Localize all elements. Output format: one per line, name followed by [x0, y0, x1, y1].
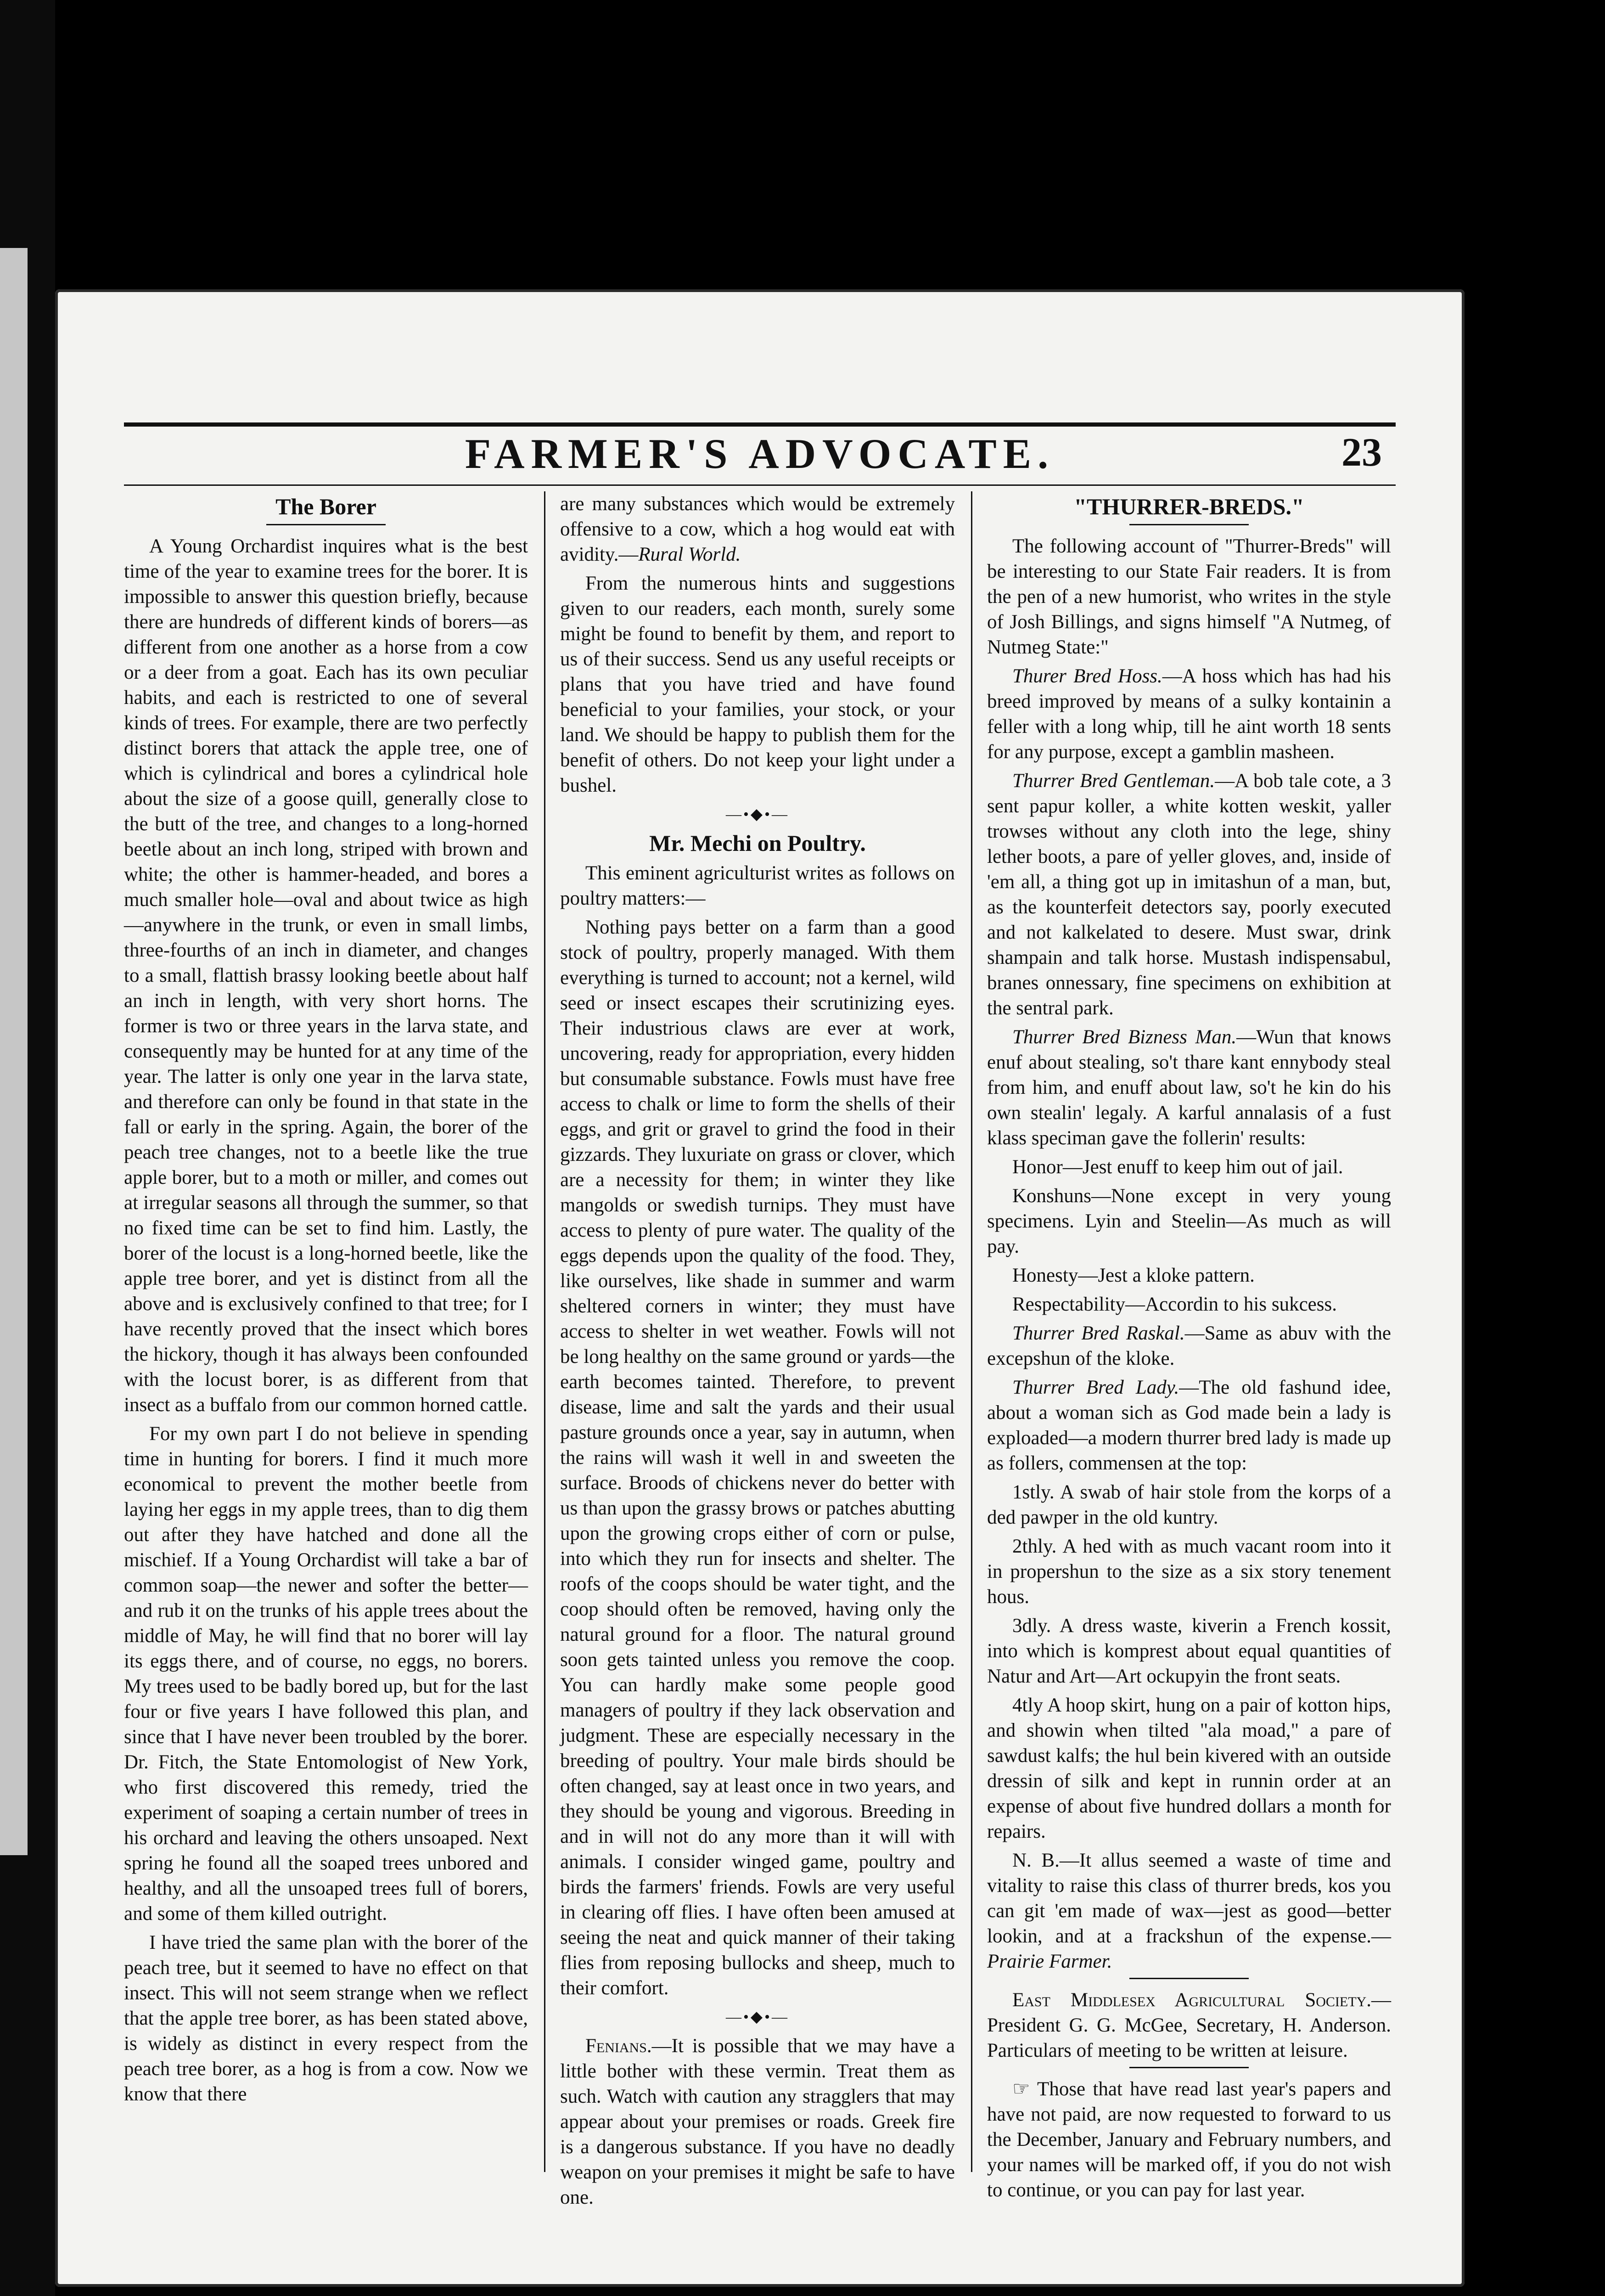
result-line: Honesty—Jest a kloke pattern. [1012, 1265, 1255, 1286]
gentleman-entry: Thurrer Bred Gentleman.—A bob tale cote, a 3 sent papur koller, a white kotten weskit, yaller trowses without any cloth into the lege, shiny lether boots, a pare of yeller gloves, and, inside of 'em all, a thing got up in imitashun of a man, but, as the kounterfeit detectors say, poorly executed and not kalkelated to desere. Must swar, drink shampain and talk horse. Mustash indispensabul, branes onnessary, fine specimens on exhibition at the sentral park. [987, 770, 1391, 1019]
masthead-title: FARMER'S ADVOCATE. [465, 430, 1055, 477]
borer-paragraph: For my own part I do not believe in spending time in hunting for borers. I find it much more economical to prevent the mother beetle from laying her eggs in my apple trees, than to dig them out after they have hatched and done all the mischief. If a Young Orchardist will take a bar of common soap—the newer and softer the better—and rub it on the trunks of his apple trees about the middle of May, he will find that no borer will lay its eggs there, and of course, no eggs, no borers. My trees used to be badly bored up, but for the last four or five years I have followed this plan, and since that I have never been troubled by the borer. Dr. Fitch, the State Entomologist of New York, who first discovered this remedy, tried the experiment of soaping a certain number of trees in his orchard and leaving the others unsoaped. Next spring he found all the soaped trees unbored and healthy, and all the unsoaped trees full of borers, and some of them killed outright. [124, 1423, 528, 1925]
result-line: Respectability—Accordin to his sukcess. [1012, 1294, 1337, 1315]
result-line: Konshuns—None except in very young specimens. Lyin and Steelin—As much as will pay. [987, 1185, 1391, 1257]
mechi-paragraph: This eminent agriculturist writes as follows on poultry matters:— [560, 862, 955, 909]
borer-paragraph: A Young Orchardist inquires what is the best time of the year to examine trees for the borer. It is impossible to answer this question briefly, because there are hundreds of different kinds of borers—as different from one another as a horse from a cow or a deer from a goat. Each has its own peculiar habits, and each is restricted to one of several kinds of trees. For example, there are two perfectly distinct borers that attack the apple tree, one of which is cylindrical and bores a cylindrical hole about the size of a goose quill, generally close to the butt of the tree, and changes to a long-horned beetle about an inch long, striped with brown and white; the other is hammer-headed, and bores a much smaller hole—oval and about twice as high—anywhere in the trunk, or even in small limbs, three-fourths of an inch in diameter, and changes to a small, flattish brassy looking beetle about half an inch in length, with very short horns. The former is two or three years in the larva state, and consequently may be hunted for at any time of the year. The latter is only one year in the larva state, and therefore can only be found in that state in the fall or early in the spring. Again, the borer of the peach tree changes, not to a beetle like the true apple borer, but to a moth or miller, and comes out at irregular seasons all through the summer, so that no fixed time can be set to find him. Lastly, the borer of the locust is a long-horned beetle, like the apple tree borer, and yet is distinct from all the above and is exclusively confined to that tree; for I have recently proved that the insect which bores the hickory, though it has always been confounded with the locust borer, is as different from that insect as a buffalo from our common horned cattle. [124, 535, 528, 1416]
lady-item: 1stly. A swab of hair stole from the korps of a ded pawper in the old kuntry. [987, 1481, 1391, 1528]
column-1 [124, 491, 528, 2110]
nb-note: N. B.—It allus seemed a waste of time and vitality to raise this class of thurrer breds, kos you can git 'em made of wax—jest as good—better lookin, and at a frackshun of the expense.—Prairie Farmer. [987, 1850, 1391, 1972]
source-credit: Prairie Farmer. [987, 1951, 1112, 1972]
source-credit: Rural World. [638, 544, 741, 565]
column-2 [560, 491, 955, 2214]
bizness-entry: Thurrer Bred Bizness Man.—Wun that knows enuf about stealing, so't thare kant ennybody steal from him, and enuff about law, so't he kin do his own stealin' legaly. A karful annalasis of a fust klass speciman gave the follerin' results: [987, 1026, 1391, 1149]
ornament-divider: —•◆•— [726, 806, 789, 823]
lady-item: 4tly A hoop skirt, hung on a pair of kotton hips, and showin when tilted "ala moad," a pare of sawdust kalfs; the hul bein kivered with an outside dressin of silk and kept in runnin order at an expense of about five hundred dollars a month for repairs. [987, 1694, 1391, 1842]
adjacent-page-edge [0, 248, 28, 1855]
thurrer-title: "THURRER-BREDS." [1074, 494, 1304, 519]
society-notice: East Middlesex Agricultural Society.—President G. G. McGee, Secretary, H. Anderson. Particulars of meeting to be written at leisure. [987, 1989, 1391, 2061]
mechi-title: Mr. Mechi on Poultry. [649, 830, 866, 856]
raskal-entry: Thurrer Bred Raskal.—Same as abuv with the excepshun of the kloke. [987, 1322, 1391, 1369]
column-3 [987, 491, 1391, 2206]
mechi-paragraph: Nothing pays better on a farm than a good stock of poultry, properly managed. With them everything is turned to account; not a kernel, wild seed or insect escapes their scrutinizing eyes. Their industrious claws are ever at work, uncovering, ready for appropriation, every hidden but consumable substance. Fowls must have free access to chalk or lime to form the shells of their eggs, and grit or gravel to grind the food in their gizzards. They luxuriate on grass or clover, which are a necessity for them; in winter they like mangolds or swedish turnips. They must have access to plenty of pure water. The quality of the eggs depends upon the quality of the food. They, like ourselves, like shade in summer and warm sheltered corners in winter; they must have access to shelter in wet weather. Fowls will not be long healthy on the same ground or yards—the earth becomes tainted. Therefore, to prevent disease, lime and salt the yards and their usual pasture grounds once a year, say in autumn, when the rains will wash it well in and sweeten the surface. Broods of chickens never do better with us than upon the grassy brows or patches abutting upon the growing crops either of corn or pulse, into which they run for insects and shelter. The roofs of the coops should be water tight, and the coop should often be removed, having only the natural ground for a floor. The natural ground soon gets tainted unless you remove the coop. You can hardly make some people good managers of poultry if they lack observation and judgment. These are especially necessary in the breeding of poultry. Your male birds should be often changed, say at least once in two years, and they should be young and vigorous. Breeding in and in will not do any more than it will with animals. I consider winged game, poultry and birds the farmers' friends. Fowls are very useful in clearing off flies. I have often been amused at seeing the neat and quick manner of their taking flies from reposing bullocks and sheep, much to their comfort. [560, 917, 955, 1999]
thurrer-intro: The following account of "Thurrer-Breds" will be interesting to our State Fair readers. It is from the pen of a new humorist, who writes in the style of Josh Billings, and signs himself "A Nutmeg, of Nutmeg State:" [987, 535, 1391, 658]
continued-text: are many substances which would be extremely offensive to a cow, which a hog would eat with avidity.—Rural World. [560, 493, 955, 565]
hoss-entry: Thurer Bred Hoss.—A hoss which has had his breed improved by means of a sulky kontainin a feller with a long whip, till he aint worth 18 sents for any purpose, except a gamblin masheen. [987, 665, 1391, 763]
column-divider [544, 491, 545, 2172]
lady-item: 2thly. A hed with as much vacant room into it in propershun to the size as a six story tenement hous. [987, 1536, 1391, 1608]
top-rule [124, 422, 1396, 427]
fenians-lead: Fenians. [585, 2035, 652, 2057]
subscription-notice: ☞ Those that have read last year's papers and have not paid, are now requested to forward to us the December, January and February numbers, and your names will be marked off, if you do not wish to continue, or you can pay for last year. [987, 2078, 1391, 2201]
newspaper-page [55, 289, 1465, 2287]
masthead-rule [124, 484, 1396, 486]
title-rule [1129, 524, 1249, 525]
borer-title: The Borer [275, 494, 376, 519]
masthead [124, 429, 1396, 480]
result-line: Honor—Jest enuff to keep him out of jail. [1012, 1156, 1343, 1178]
column-divider [971, 491, 972, 2172]
title-rule [266, 524, 386, 525]
editorial-note: From the numerous hints and suggestions given to our readers, each month, surely some might be found to benefit by them, and report to us of their success. Send us any useful receipts or plans that you have tried and have found beneficial to your families, your stock, or your land. We should be happy to publish them for the benefit of others. Do not keep your light under a bushel. [560, 573, 955, 796]
lady-entry: Thurrer Bred Lady.—The old fashund idee, about a woman sich as God made bein a lady is exploaded—a modern thurrer bred lady is made up as follers, commensen at the top: [987, 1377, 1391, 1474]
borer-paragraph: I have tried the same plan with the borer of the peach tree, but it seemed to have no effect on that insect. This will not seem strange when we reflect that the apple tree borer, as has been stated above, is widely as distinct in every respect from the peach tree borer, as a hog is from a cow. Now we know that there [124, 1932, 528, 2105]
section-rule [1129, 2067, 1249, 2068]
section-rule [1129, 1978, 1249, 1979]
lady-item: 3dly. A dress waste, kiverin a French kossit, into which is komprest about equal quantities of Natur and Art—Art ockupyin the front seats. [987, 1615, 1391, 1687]
page-number: 23 [1341, 430, 1382, 475]
ornament-divider: —•◆•— [726, 2009, 789, 2026]
fenians-paragraph: Fenians.—It is possible that we may have a little bother with these vermin. Treat them as such. Watch with caution any stragglers that may appear about your premises or roads. Greek fire is a dangerous substance. If you have no deadly weapon on your premises it might be safe to have one. [560, 2035, 955, 2208]
pointing-hand-icon: ☞ [1012, 2078, 1030, 2100]
